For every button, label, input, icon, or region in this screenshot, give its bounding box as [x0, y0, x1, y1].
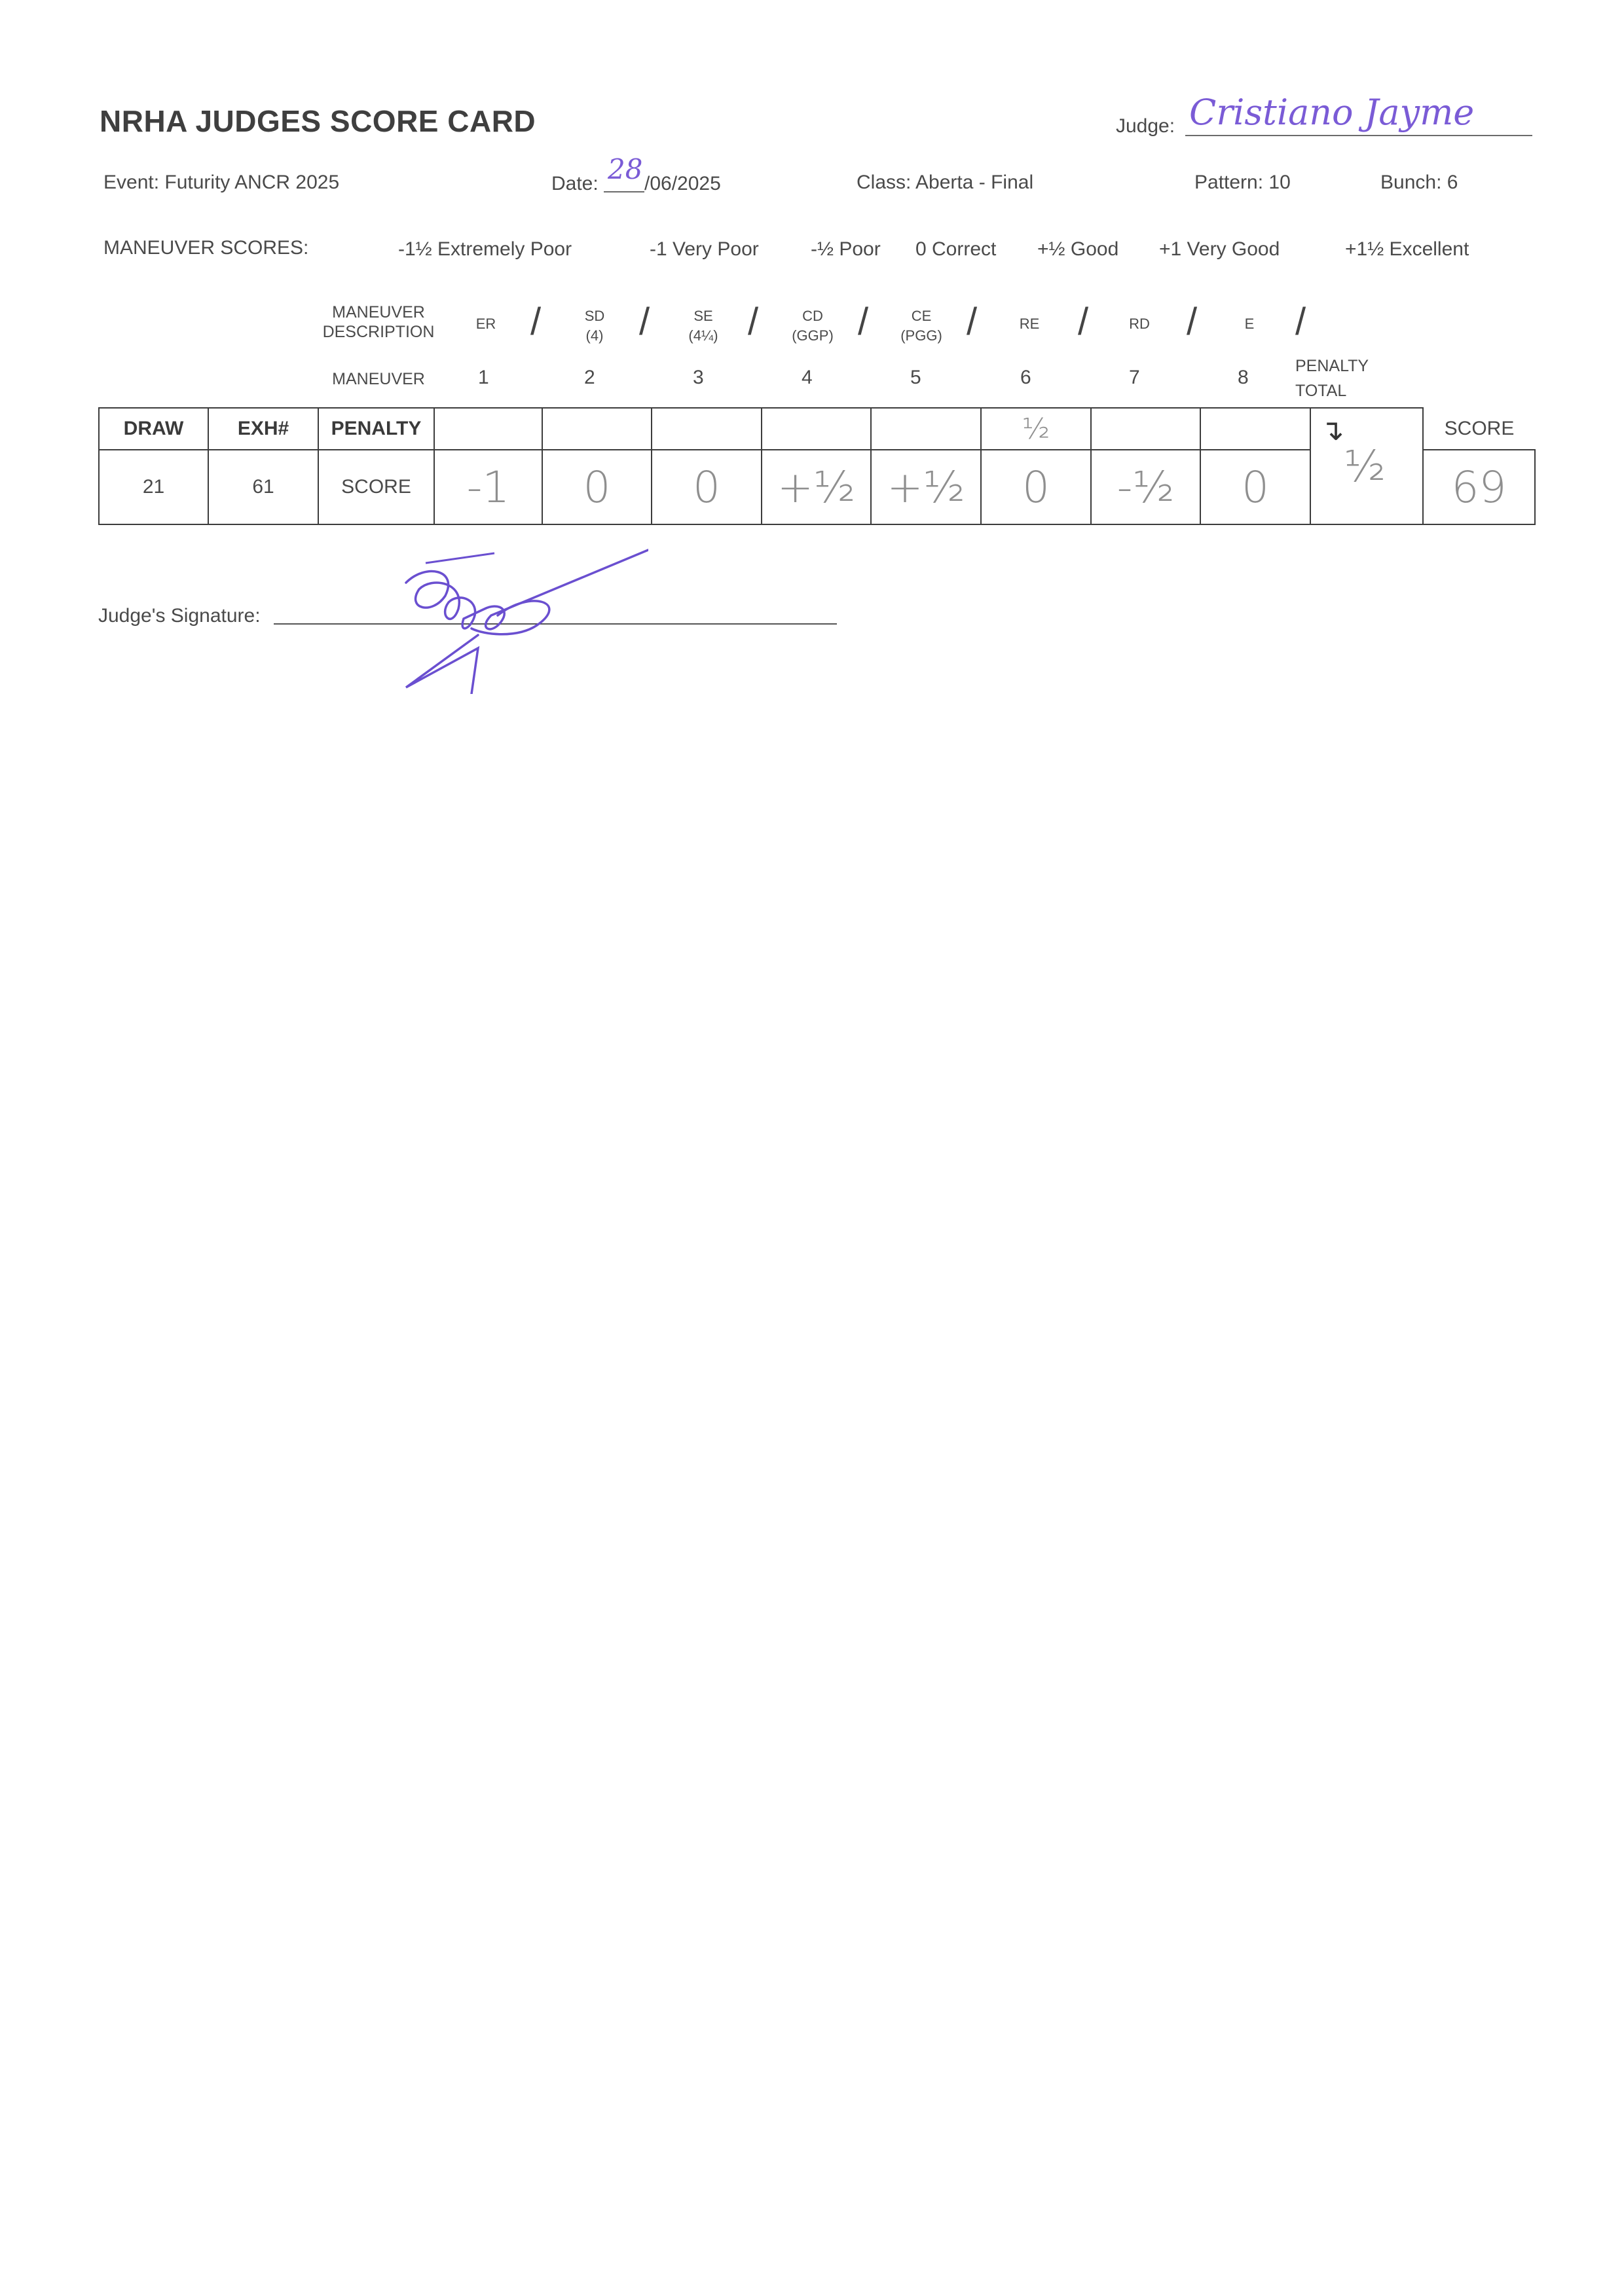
maneuver-number-label: MANEUVER [332, 370, 425, 388]
maneuver-desc-1: ER [475, 316, 496, 332]
judge-name-field [1185, 92, 1532, 136]
draw-header: DRAW [99, 408, 208, 450]
maneuver-score-4[interactable]: +½ [762, 450, 871, 524]
separator-slash: / [1295, 301, 1306, 343]
maneuver-score-6[interactable]: 0 [981, 450, 1091, 524]
date-day-field [604, 153, 644, 192]
maneuver-score-8[interactable]: 0 [1200, 450, 1310, 524]
pattern-label: Pattern: 10 [1194, 172, 1291, 193]
bunch-label: Bunch: 6 [1380, 172, 1458, 193]
maneuver-score-7[interactable]: -½ [1091, 450, 1200, 524]
maneuver-desc-7: RD [1129, 316, 1150, 332]
maneuver-score-1[interactable]: -1 [434, 450, 542, 524]
exh-header: EXH# [208, 408, 318, 450]
separator-slash: / [530, 301, 542, 343]
penalty-cell-2[interactable] [542, 408, 652, 450]
penalty-cell-4[interactable] [762, 408, 871, 450]
maneuver-number-4: 4 [802, 367, 813, 388]
penalty-cell-3[interactable] [652, 408, 762, 450]
separator-slash: / [967, 301, 978, 343]
page-title: NRHA JUDGES SCORE CARD [100, 104, 536, 138]
penalty-row [99, 408, 1535, 450]
score-row-label: SCORE [318, 450, 434, 524]
maneuver-description-label: MANEUVER DESCRIPTION [322, 303, 435, 341]
maneuver-desc-4: CD (GGP) [792, 308, 834, 344]
draw-value: 21 [99, 450, 208, 524]
date-day-handwritten: 28 [608, 153, 643, 185]
date-label: Date: [551, 173, 599, 194]
judge-name-handwritten: Cristiano Jayme [1189, 92, 1475, 133]
signature-image [386, 537, 648, 694]
scale-very-poor: -1 Very Poor [650, 238, 759, 260]
penalty-cell-6[interactable]: ½ [981, 408, 1091, 450]
signature-label: Judge's Signature: [98, 605, 261, 627]
maneuver-desc-6: RE [1019, 316, 1040, 332]
scale-excellent: +1½ Excellent [1345, 238, 1469, 260]
penalty-header: PENALTY [318, 408, 434, 450]
maneuver-number-8: 8 [1238, 367, 1249, 388]
scale-correct: 0 Correct [915, 238, 997, 260]
penalty-total-label: PENALTY TOTAL [1295, 357, 1369, 400]
separator-slash: / [1078, 301, 1089, 343]
separator-slash: / [748, 301, 759, 343]
maneuver-number-6: 6 [1020, 367, 1031, 388]
separator-slash: / [639, 301, 650, 343]
maneuver-number-3: 3 [693, 367, 704, 388]
score-header: SCORE [1423, 408, 1535, 450]
maneuver-desc-5: CE (PGG) [900, 308, 942, 344]
date-rest: /06/2025 [644, 173, 721, 194]
maneuver-desc-8: E [1244, 316, 1255, 332]
maneuver-number-2: 2 [584, 367, 595, 388]
penalty-cell-1[interactable] [434, 408, 542, 450]
maneuver-number-7: 7 [1129, 367, 1140, 388]
maneuver-desc-2: SD (4) [584, 308, 605, 344]
penalty-cell-7[interactable] [1091, 408, 1200, 450]
penalty-cell-5[interactable] [871, 408, 981, 450]
separator-slash: / [858, 301, 869, 343]
judge-label: Judge: [1116, 115, 1175, 137]
scale-good: +½ Good [1037, 238, 1119, 260]
scale-poor: -½ Poor [811, 238, 881, 260]
score-table [98, 407, 1536, 525]
penalty-cell-8[interactable] [1200, 408, 1310, 450]
scale-extremely-poor: -1½ Extremely Poor [398, 238, 572, 260]
maneuver-scores-label: MANEUVER SCORES: [103, 237, 309, 259]
separator-slash: / [1187, 301, 1198, 343]
arrow-down-icon: ↴ [1320, 414, 1344, 446]
penalty-total-value: ½ [1344, 441, 1386, 492]
maneuver-score-3[interactable]: 0 [652, 450, 762, 524]
maneuver-score-2[interactable]: 0 [542, 450, 652, 524]
class-label: Class: Aberta - Final [857, 172, 1034, 193]
maneuver-score-5[interactable]: +½ [871, 450, 981, 524]
maneuver-desc-3: SE (4¼) [688, 308, 718, 344]
final-score-value[interactable]: 69 [1423, 450, 1535, 524]
exh-value: 61 [208, 450, 318, 524]
event-label: Event: Futurity ANCR 2025 [103, 172, 340, 193]
maneuver-number-5: 5 [910, 367, 921, 388]
maneuver-number-1: 1 [478, 367, 489, 388]
scale-very-good: +1 Very Good [1159, 238, 1280, 260]
penalty-total-cell[interactable] [1310, 408, 1423, 524]
